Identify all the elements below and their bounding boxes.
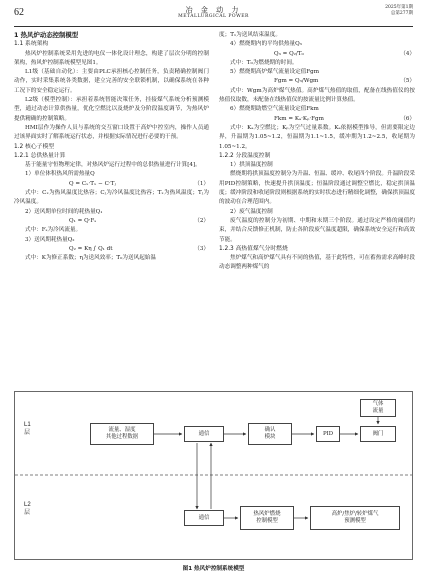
paragraph: 式中：Cₓ为热风温度比热容；Cⱼ为冷风温度比热容；Tₓ为热风温度；Tⱼ为冷风温度。 (14, 190, 209, 206)
equation-number: （5） (400, 78, 415, 85)
equation (14, 245, 209, 254)
subsection-heading: 1.1 系统架构 (14, 41, 49, 48)
list-item: 6）燃烧期助燃空气流量设定值Fkm (230, 106, 319, 113)
paragraph: 废气温度的控制分为初期、中期和末期三个阶段。通过设定严格的阈值约束，并结合反馈修正机制，防止各阶段废气温度超限，确保系统安全运行和高效节能。 (219, 217, 415, 243)
equation-number: （6） (400, 115, 415, 122)
paragraph: 式中：T₀为燃烧期的时间。 (230, 59, 298, 66)
header-rule (14, 26, 413, 27)
paragraph: 度；T₁为送风结束温度。 (219, 32, 281, 38)
subsubsection-heading: 1.2.1 总供热量计算 (14, 152, 66, 159)
paragraph: 式中：Kₐ为空燃比；Kₚ为空气过量系数。Kₐ依据模型推导，但需要限定边界，升温期为1.05~1.2，恒温期为1.1~1.5，缓冲期为1.2~2.5，收尾期为1.05~1.2。 (219, 124, 415, 150)
confirm-module-box: 确认 模块 (248, 423, 292, 445)
paragraph: 式中：Fₛ为冷风流量。 (25, 227, 82, 234)
equation-body: Q₂ = Kη ∫ Q₁ dt (69, 245, 113, 252)
equation-body: Fkm = Kₐ·Kₚ·Fgm (274, 115, 324, 122)
gas-prediction-model-box: 高炉/焦炉/转炉煤气 预测模型 (310, 506, 400, 530)
subsection-heading: 1.2 核心子模型 (14, 143, 55, 150)
equation-body: Fgm = Q₃/Wgm (274, 78, 319, 85)
figure-control-model (14, 391, 414, 561)
paragraph: 热风炉控制系统采用先进的电仪一体化设计理念，构建了层次分明的控制架构，热风炉控制系统模型见图1。 (14, 50, 209, 66)
list-item: 5）燃烧期高炉煤气流量设定值Fgm (230, 69, 320, 76)
equation-body: Q₃ = Q₂/T₀ (274, 50, 304, 57)
valve-box: 阀门 (360, 426, 396, 442)
paragraph: 焦炉煤气和高炉煤气具有不同的热值，基于此特性，可在蓄热需求高峰时段动态调整两种煤气的 (219, 255, 415, 271)
equation-number: （3） (194, 245, 209, 252)
list-item: 2）送风期单位时间的耗热量Q₁ (25, 208, 103, 215)
page-number: 62 (14, 7, 24, 18)
equation-number: （2） (194, 217, 209, 224)
equation (14, 180, 209, 189)
equation-body: Q₁ = Q·Fₛ (69, 217, 97, 224)
communication-box-l2: 通信 (184, 510, 224, 526)
page-header (14, 4, 413, 26)
paragraph: L1级（基础自动化）：主要由PLC承担核心控制任务，负责精确控制阀门动作，实时采集系统各类数据，建立完善的安全联锁机制，以确保系统在各种工况下的安全稳定运行。 (14, 69, 209, 94)
layer-label-l1: L1 层 (24, 422, 31, 436)
list-item: 1）单位体积热风所需热量Q (25, 171, 95, 178)
equation-body: Q = Cₓ·Tₓ − C·Tⱼ (69, 180, 116, 187)
equation (219, 115, 415, 124)
list-item: 4）燃烧期内的平均供热量Q₃ (230, 41, 302, 48)
equation-number: （4） (400, 50, 415, 57)
figure-frame (15, 392, 413, 560)
section-heading: 1 热风炉动态控制模型 (14, 31, 79, 39)
equation (219, 77, 415, 86)
figure-connectors (14, 391, 414, 561)
paragraph: 基于能量守恒物理定律，对热风炉运行过程中的总供热量进行计算[4]。 (25, 162, 201, 169)
equation (219, 50, 415, 59)
process-data-box: 流量、湿度 其他过程数据 (90, 423, 154, 445)
figure-caption: 图1 热风炉控制系统模型 (182, 566, 245, 572)
paragraph: 燃烧期将拱顶温度控制分为升温、恒温、缓冲、收尾四个阶段。升温阶段采用PID控制策略，快速提升拱顶温度；恒温阶段通过调整空燃比，稳定拱顶温度；缓冲阶段和收尾阶段则根据系统的实时状态进行精细化调整，确保拱顶温度的波动在合理范围内。 (219, 171, 415, 206)
subsubsection-heading: 1.2.2 分段温度控制 (219, 152, 271, 159)
hot-stove-model-box: 热风炉燃烧 控制模型 (240, 506, 294, 530)
equation (14, 217, 209, 226)
paragraph: 式中：K为修正系数；η为送风效率；T₀为送风起始温 (25, 255, 156, 262)
paragraph: L2级（模型控制）：承担着系统智能决策任务，挂接煤气系统分析预测模型，通过动态计算供热量，优化空燃比以及烧炉及分阶段温度调节，为热风炉提供精确的控制策略。 (14, 97, 209, 122)
communication-box-l1: 通信 (184, 426, 224, 442)
journal-title: 冶 金 动 力 (185, 6, 242, 14)
list-item: 3）送风期耗热量Q₂ (25, 236, 75, 243)
layer-label-l2: L2 层 (24, 502, 31, 516)
left-column (14, 31, 209, 263)
year-issue: 2025年第1期 (385, 5, 413, 10)
total-issue: 总第277期 (390, 11, 413, 16)
journal-title-en: METALLURGICAL POWER (178, 14, 249, 19)
paragraph: 式中：Wgm为高炉煤气热值。高炉煤气热值的取值，配备在线热值仪的按热值仪取数，未配备在线热值仪的按流量比例计算热值。 (219, 87, 415, 104)
equation-number: （1） (194, 180, 209, 187)
gas-flow-box: 气体 流量 (360, 399, 396, 417)
pid-box: PID (316, 426, 340, 442)
subsubsection-heading: 1.2.3 高热值煤气分时燃烧 (219, 245, 288, 252)
right-column (219, 31, 415, 273)
journal-issue (385, 5, 413, 17)
list-item: 2）废气温度控制 (230, 208, 273, 215)
list-item: 1）拱顶温度控制 (230, 162, 273, 169)
paragraph: HMI层作为操作人员与系统的交互窗口设置于高炉中控室内，操作人员通过该界面实时了解系统运行状态，并根据实际情况进行必要的干预。 (14, 124, 209, 141)
